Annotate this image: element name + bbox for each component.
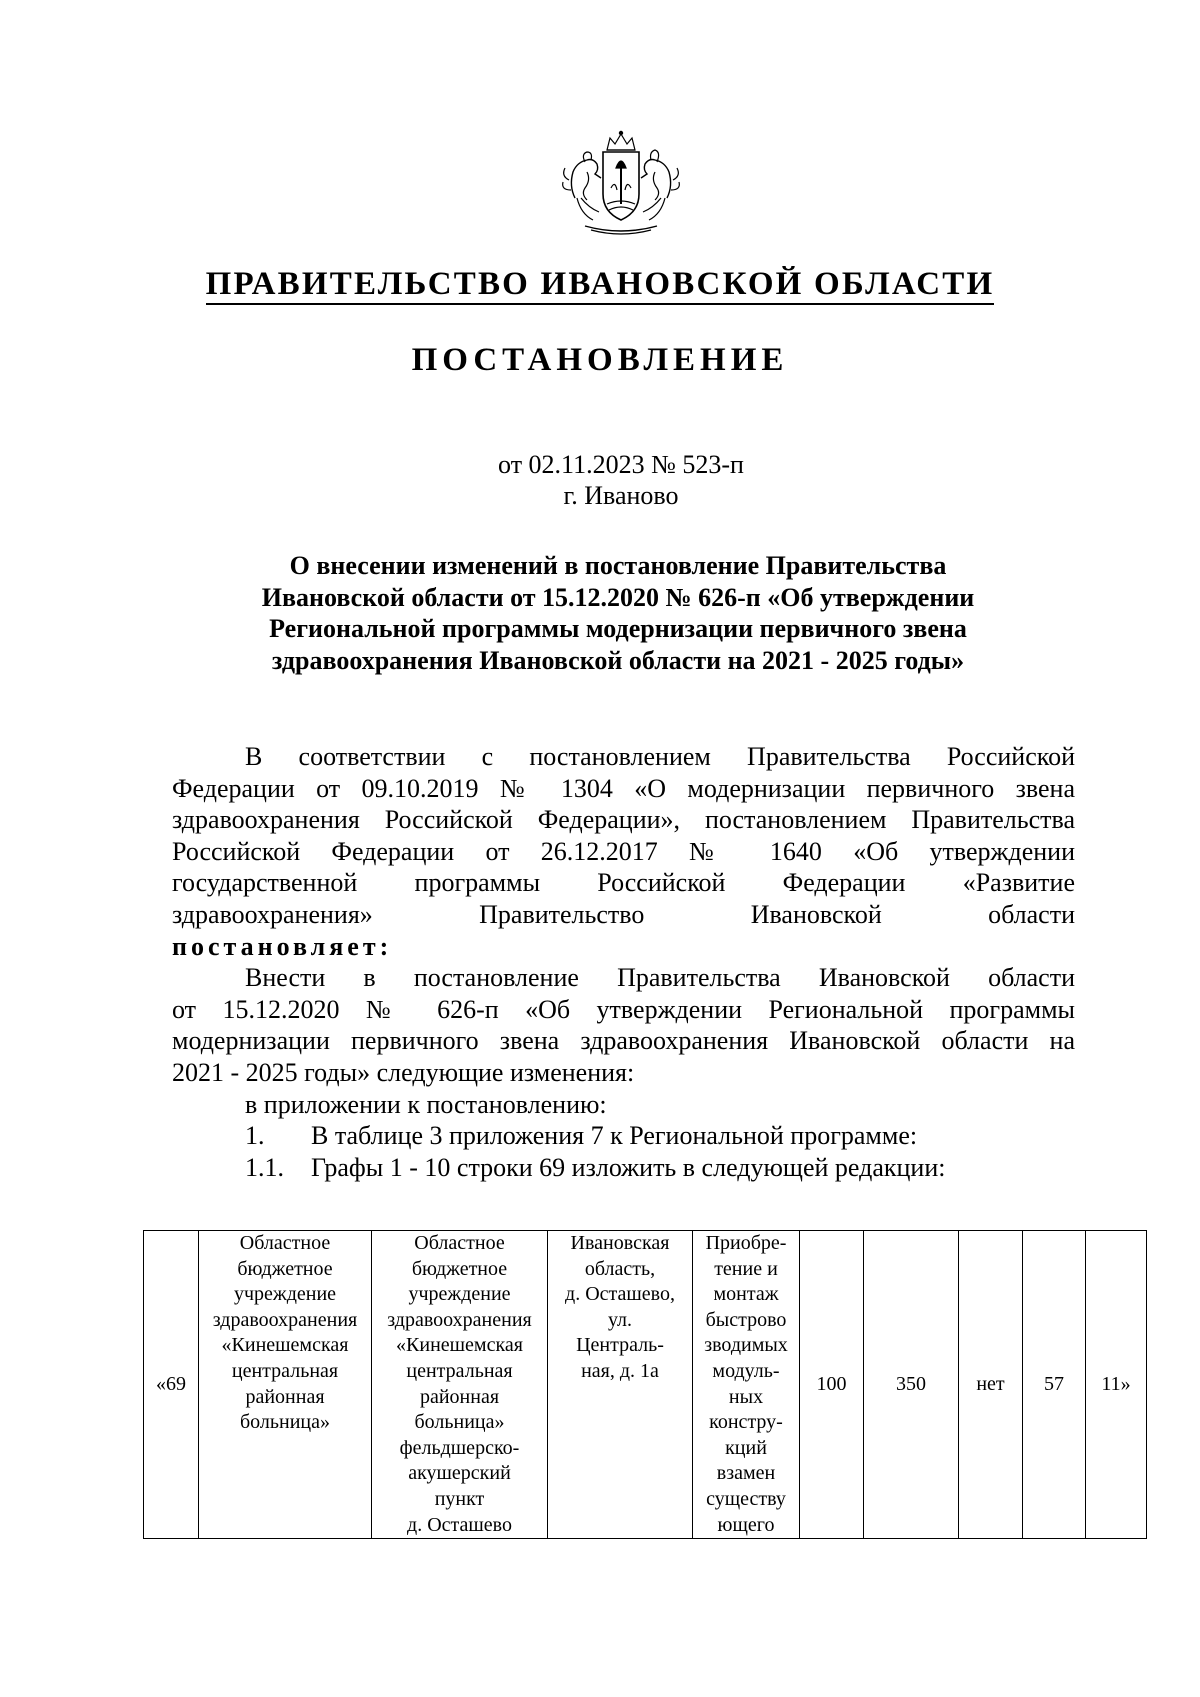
cell-line: ющего (717, 1513, 775, 1536)
cell-line: д. Осташево (407, 1513, 512, 1536)
cell-line: Приобре- (705, 1232, 787, 1254)
document-body (172, 741, 1075, 1183)
preamble-line: здравоохранения» Правительство Ивановской области (172, 899, 1075, 929)
cell-line: взамен (716, 1462, 776, 1485)
subject-line: Ивановской области от 15.12.2020 № 626-п «Об утверждении (261, 582, 975, 612)
cell-line: фельдшерско- (399, 1436, 520, 1459)
column-6-cell: 100 (800, 1231, 864, 1539)
cell-line: Областное (414, 1232, 505, 1254)
item-1-1-text: Графы 1 - 10 строки 69 изложить в следующей редакции: (311, 1152, 946, 1182)
amendment-line: 2021 - 2025 годы» следующие изменения: (172, 1057, 635, 1087)
cell-line: бюджетное (411, 1257, 508, 1280)
cell-line: центральная (231, 1359, 339, 1382)
amendment-line: Внести в постановление Правительства Ивановской области (245, 963, 1075, 993)
cell-line: Областное (239, 1232, 331, 1254)
cell-line: Ивановская (570, 1232, 670, 1254)
cell-line: здравоохранения (387, 1308, 532, 1331)
amendment-table (143, 1230, 1147, 1539)
cell-line: Централь- (576, 1334, 664, 1357)
column-10-cell: 11» (1086, 1231, 1147, 1539)
row-number-cell: «69 (144, 1231, 199, 1539)
subject-line: Региональной программы модернизации первичного звена (269, 614, 967, 643)
subject-line: здравоохранения Ивановской области на 2021 - 2025 годы» (271, 645, 965, 675)
activity-cell (693, 1231, 800, 1539)
preamble-line: Российской Федерации от 26.12.2017 № 1640 «Об утверждении (172, 836, 1075, 866)
cell-line: больница» (414, 1411, 505, 1434)
item-1 (172, 1120, 1075, 1152)
cell-line: учреждение (408, 1283, 511, 1306)
table-row (144, 1231, 1147, 1539)
organization-title: ПРАВИТЕЛЬСТВО ИВАНОВСКОЙ ОБЛАСТИ (0, 266, 1200, 303)
cell-line: центральная (406, 1359, 513, 1382)
cell-line: здравоохранения (212, 1308, 358, 1331)
preamble-line: здравоохранения Российской Федерации», постановлением Правительства (172, 805, 1075, 835)
cell-line: акушерский (408, 1462, 511, 1485)
address-cell (548, 1231, 693, 1539)
cell-line: ная, д. 1а (581, 1359, 659, 1382)
institution-cell (199, 1231, 372, 1539)
item-1-1 (172, 1152, 1075, 1184)
cell-line: учреждение (233, 1283, 337, 1306)
item-1-1-number: 1.1. (245, 1152, 284, 1182)
cell-line: констру- (709, 1411, 783, 1434)
cell-line: модуль- (712, 1359, 780, 1382)
document-subject (200, 550, 1036, 676)
cell-line: районная (245, 1385, 325, 1408)
column-9-cell: 57 (1023, 1231, 1086, 1539)
amendment-line: модернизации первичного звена здравоохранения Ивановской области на (172, 1026, 1075, 1056)
coat-of-arms-ivanovo-icon (555, 128, 687, 240)
cell-line: больница» (240, 1411, 330, 1434)
item-1-number: 1. (245, 1121, 265, 1151)
amendment-line: от 15.12.2020 № 626-п «Об утверждении Региональной программы (172, 994, 1075, 1024)
decree-word: постановляет: (172, 931, 393, 961)
cell-line: ных (728, 1385, 764, 1408)
cell-line: ул. (607, 1308, 633, 1331)
item-1-text: В таблице 3 приложения 7 к Региональной программе: (311, 1121, 918, 1151)
cell-line: область, (584, 1257, 656, 1280)
subject-line: О внесении изменений в постановление Правительства (289, 551, 947, 580)
appendix-intro: в приложении к постановлению: (245, 1089, 607, 1119)
cell-line: тение и (714, 1257, 778, 1280)
cell-line: «Кинешемская (396, 1334, 523, 1357)
document-city: г. Иваново (563, 481, 679, 510)
cell-line: «Кинешемская (221, 1334, 349, 1357)
cell-line: быстрово (705, 1308, 787, 1331)
column-8-cell: нет (959, 1231, 1023, 1539)
document-type: ПОСТАНОВЛЕНИЕ (411, 342, 789, 378)
cell-line: монтаж (713, 1283, 779, 1306)
preamble-line: государственной программы Российской Федерации «Развитие (172, 868, 1075, 898)
facility-cell (372, 1231, 548, 1539)
preamble-line: Федерации от 09.10.2019 № 1304 «О модернизации первичного звена (172, 773, 1075, 803)
document-date-number: от 02.11.2023 № 523-п (498, 450, 744, 479)
column-7-cell: 350 (864, 1231, 959, 1539)
cell-line: бюджетное (237, 1257, 333, 1280)
cell-line: районная (419, 1385, 500, 1408)
cell-line: кций (725, 1436, 767, 1459)
cell-line: существу (706, 1487, 786, 1510)
cell-line: пункт (434, 1487, 485, 1510)
cell-line: д. Осташево, (565, 1283, 675, 1306)
cell-line: зводимых (704, 1334, 788, 1357)
preamble-line: В соответствии с постановлением Правительства Российской (245, 742, 1075, 771)
